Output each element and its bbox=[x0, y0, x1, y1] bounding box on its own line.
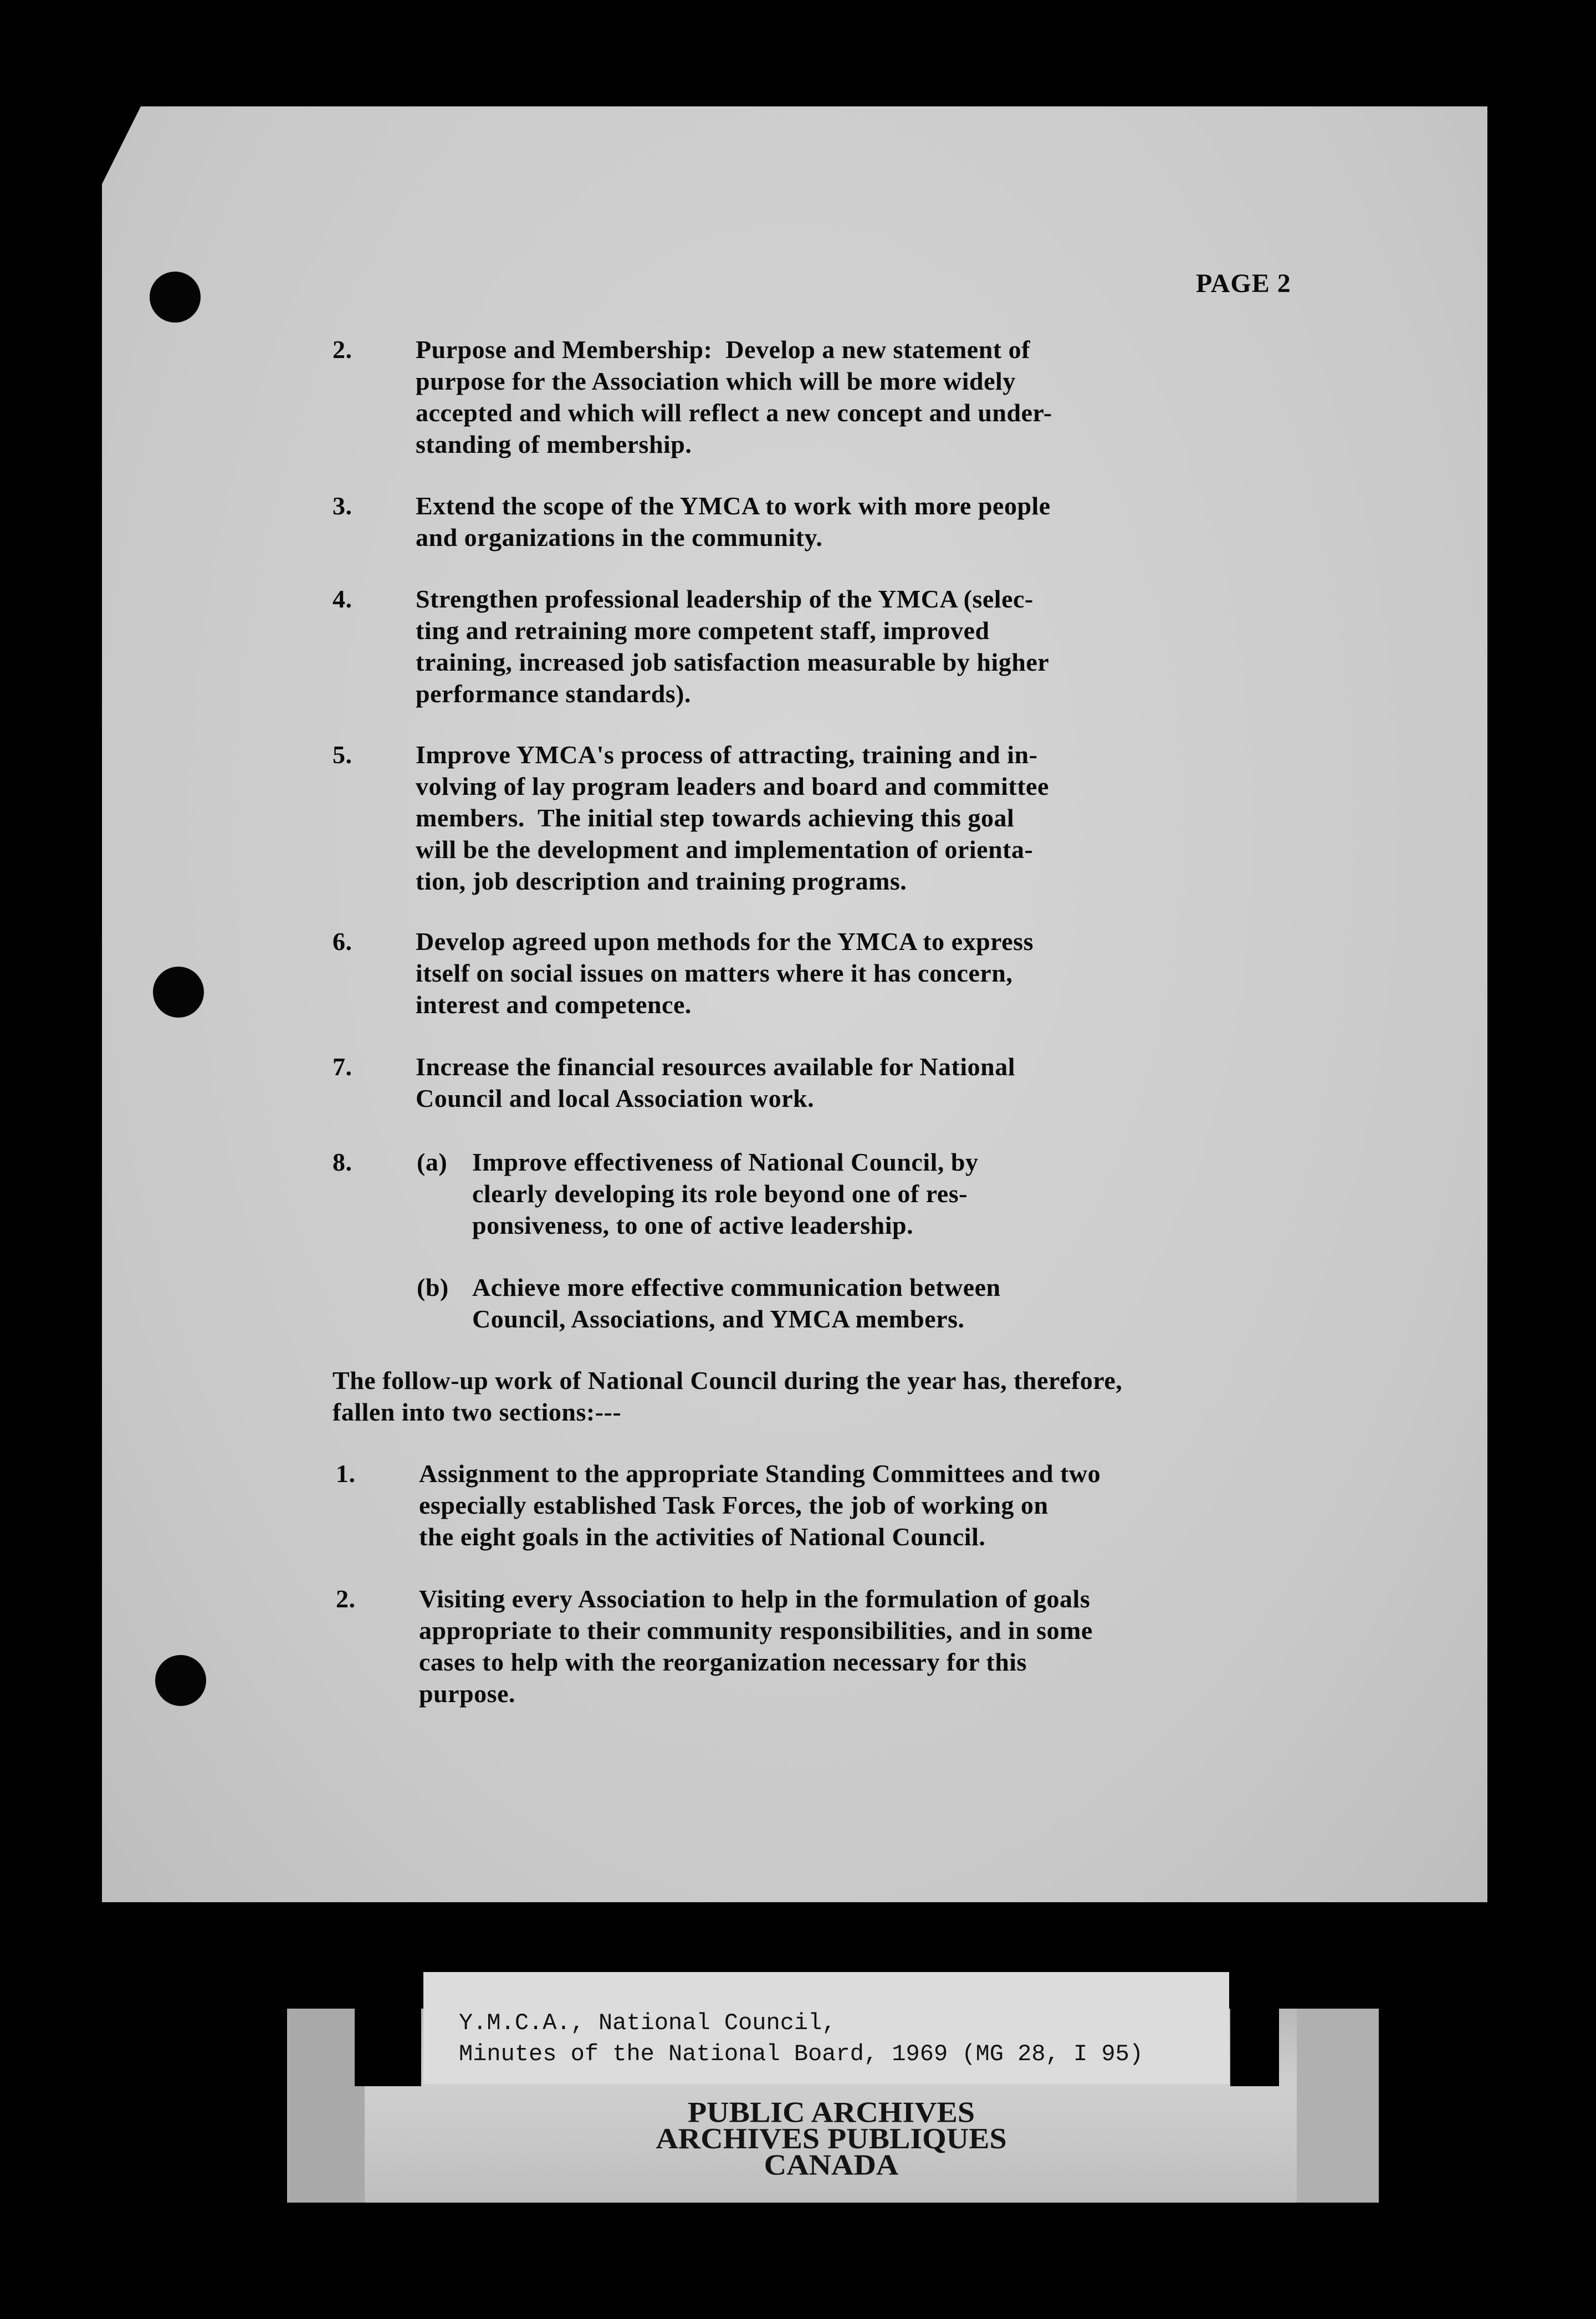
goal-number: 6. bbox=[332, 927, 352, 956]
stamp-line-3: CANADA bbox=[764, 2149, 899, 2182]
goal-number: 5. bbox=[332, 740, 352, 769]
archive-label-text bbox=[459, 2008, 1143, 2070]
section-number: 2. bbox=[336, 1585, 356, 1613]
goal-text: Develop agreed upon methods for the YMCA to express itself on social issues on matters where it has concern, interest and competence. bbox=[416, 927, 1034, 1019]
punch-hole-top bbox=[150, 272, 201, 323]
section-number: 1. bbox=[336, 1459, 356, 1488]
archive-stamp bbox=[554, 2096, 1108, 2182]
punch-hole-middle bbox=[153, 967, 204, 1018]
goal-number: 3. bbox=[332, 492, 352, 520]
punch-hole-bottom bbox=[155, 1655, 206, 1706]
plate-notch-left bbox=[355, 2009, 421, 2086]
goal-text: Increase the financial resources available for National Council and local Association work. bbox=[416, 1053, 1016, 1112]
archive-label-line1: Y.M.C.A., National Council, bbox=[459, 2010, 836, 2036]
plate-notch-right bbox=[1230, 2009, 1279, 2086]
goal-text: Improve YMCA's process of attracting, training and in- volving of lay program leaders and board and committee members. The initial step towards achieving this goal will be the development and implementation of orienta- tion, job description and training programs. bbox=[416, 740, 1049, 895]
folded-corner bbox=[102, 106, 141, 184]
goal-number: 7. bbox=[332, 1053, 352, 1081]
goal-text: Extend the scope of the YMCA to work with more people and organizations in the community. bbox=[416, 492, 1051, 551]
goal-number: 4. bbox=[332, 585, 352, 613]
sub-label: (a) bbox=[417, 1148, 448, 1176]
page-number: PAGE 2 bbox=[1196, 269, 1291, 298]
goal-text: Purpose and Membership: Develop a new statement of purpose for the Association which will be more widely accepted and which will reflect a new concept and under- standing of membership. bbox=[416, 335, 1052, 458]
archive-label-line2: Minutes of the National Board, 1969 (MG 28, I 95) bbox=[459, 2041, 1144, 2067]
plate-edge-left bbox=[287, 2009, 365, 2203]
followup-intro: The follow-up work of National Council during the year has, therefore, fallen into two sections:--- bbox=[332, 1366, 1123, 1426]
stamp-line-1: PUBLIC ARCHIVES bbox=[687, 2096, 975, 2129]
stamp-line-2: ARCHIVES PUBLIQUES bbox=[656, 2122, 1007, 2155]
plate-edge-right bbox=[1297, 2009, 1379, 2203]
section-text: Visiting every Association to help in the formulation of goals appropriate to their community responsibilities, and in some cases to help with the reorganization necessary for this purpose. bbox=[419, 1585, 1093, 1708]
goal-number: 2. bbox=[332, 335, 352, 364]
sub-text: Achieve more effective communication between Council, Associations, and YMCA members. bbox=[472, 1273, 1001, 1333]
section-text: Assignment to the appropriate Standing Committees and two especially established Task Forces, the job of working on the eight goals in the activities of National Council. bbox=[419, 1459, 1101, 1551]
goal-text: Strengthen professional leadership of the YMCA (selec- ting and retraining more competent staff, improved training, increased job satisfaction measurable by higher performance standards). bbox=[416, 585, 1050, 708]
sub-text: Improve effectiveness of National Council, by clearly developing its role beyond one of res- ponsiveness, to one of active leadership. bbox=[472, 1148, 979, 1239]
goal-number: 8. bbox=[332, 1148, 352, 1176]
sub-label: (b) bbox=[417, 1273, 449, 1301]
